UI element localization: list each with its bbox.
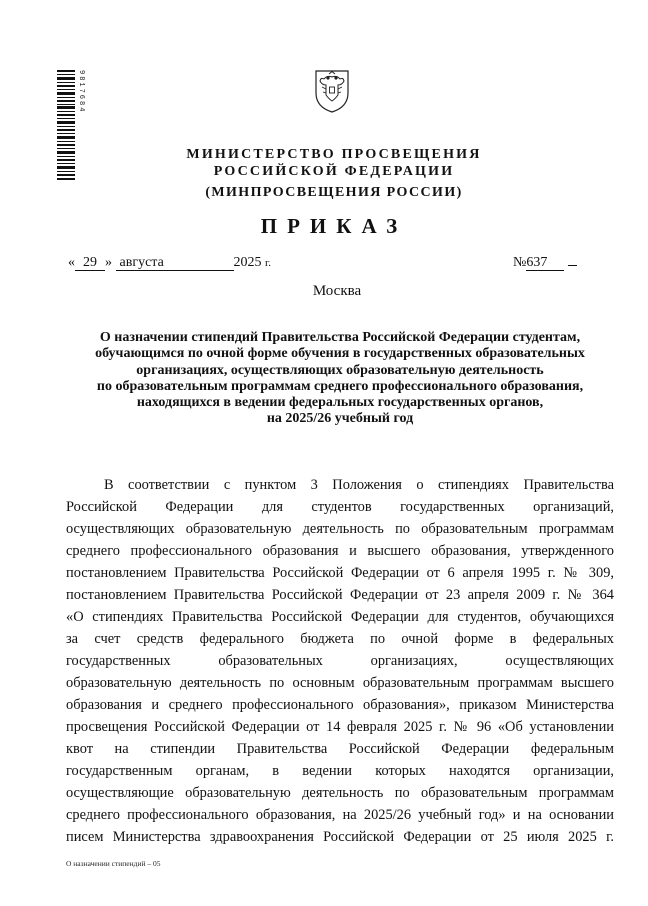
order-number-value: 637 — [526, 256, 564, 271]
body-line: квот на стипендии Правительства Российской Федерации федеральным — [66, 741, 614, 757]
order-number-prefix: № — [513, 255, 527, 270]
body-line: Российской Федерации для студентов государственных организаций, — [66, 499, 614, 515]
order-month: августа — [116, 256, 234, 271]
order-number — [513, 255, 577, 271]
order-date — [68, 255, 271, 271]
body-line: образовательную деятельность по основным образовательным программам высшего — [66, 675, 614, 691]
body-line: «О стипендиях Правительства Российской Федерации для студентов, обучающихся — [66, 609, 614, 625]
city-name: Москва — [312, 283, 362, 299]
body-line: писем Министерства здравоохранения Российской Федерации от 25 июля 2025 г. — [66, 829, 614, 845]
ministry-abbreviation: (МИНПРОСВЕЩЕНИЯ РОССИИ) — [205, 185, 463, 200]
body-line: постановлением Правительства Российской Федерации от 23 апреля 2009 г. № 364 — [66, 587, 614, 603]
coat-of-arms-emblem — [312, 65, 352, 113]
order-year: 2025 — [233, 255, 262, 270]
body-line: осуществляющие образовательную деятельность по образовательным программам — [66, 785, 614, 801]
body-line: государственных образовательных организациях, осуществляющих — [66, 653, 614, 669]
title-line: по образовательным программам среднего профессионального образования, — [96, 378, 584, 394]
body-line: просвещения Российской Федерации от 14 февраля 2025 г. № 96 «Об установлении — [66, 719, 614, 735]
barcode-digits: 9817684 — [77, 70, 85, 114]
body-line: постановлением Правительства Российской Федерации от 6 апреля 1995 г. № 309, — [66, 565, 614, 581]
order-number-underline — [568, 265, 577, 266]
body-line: среднего профессионального образования, на 2025/26 учебный год» и на основании — [66, 807, 614, 823]
date-quote-open: « — [68, 255, 75, 270]
order-year-suffix: г. — [265, 257, 272, 269]
document-type-heading: ПРИКАЗ — [260, 214, 408, 238]
body-line: среднего профессионального образования и высшего образования, утвержденного — [66, 543, 614, 559]
order-title — [60, 330, 620, 428]
order-day: 29 — [75, 256, 105, 271]
ministry-name-line2: РОССИЙСКОЙ ФЕДЕРАЦИИ — [213, 164, 455, 179]
order-body-paragraph — [66, 474, 614, 848]
title-line: обучающимся по очной форме обучения в государственных образовательных — [95, 346, 585, 362]
ministry-name — [0, 146, 648, 180]
title-line: находящихся в ведении федеральных государственных органов, — [136, 395, 544, 411]
body-line: В соответствии с пунктом 3 Положения о стипендиях Правительства — [104, 477, 614, 493]
body-line: за счет средств федерального бюджета по очной форме в федеральных — [66, 631, 614, 647]
date-quote-close: » — [105, 255, 112, 270]
ministry-name-line1: МИНИСТЕРСТВО ПРОСВЕЩЕНИЯ — [186, 147, 482, 162]
title-line: О назначении стипендий Правительства Российской Федерации студентам, — [99, 330, 581, 345]
title-line: организациях, осуществляющих образовательную деятельность — [136, 362, 544, 378]
body-line: осуществляющих образовательную деятельность по образовательным программам — [66, 521, 614, 537]
body-line: государственным органам, в ведении которых находятся организации, — [66, 763, 614, 779]
document-footer: О назначении стипендий – 05 — [66, 859, 161, 868]
body-line: образования и среднего профессионального образования», приказом Министерства — [66, 697, 614, 713]
title-line: на 2025/26 учебный год — [266, 411, 414, 427]
